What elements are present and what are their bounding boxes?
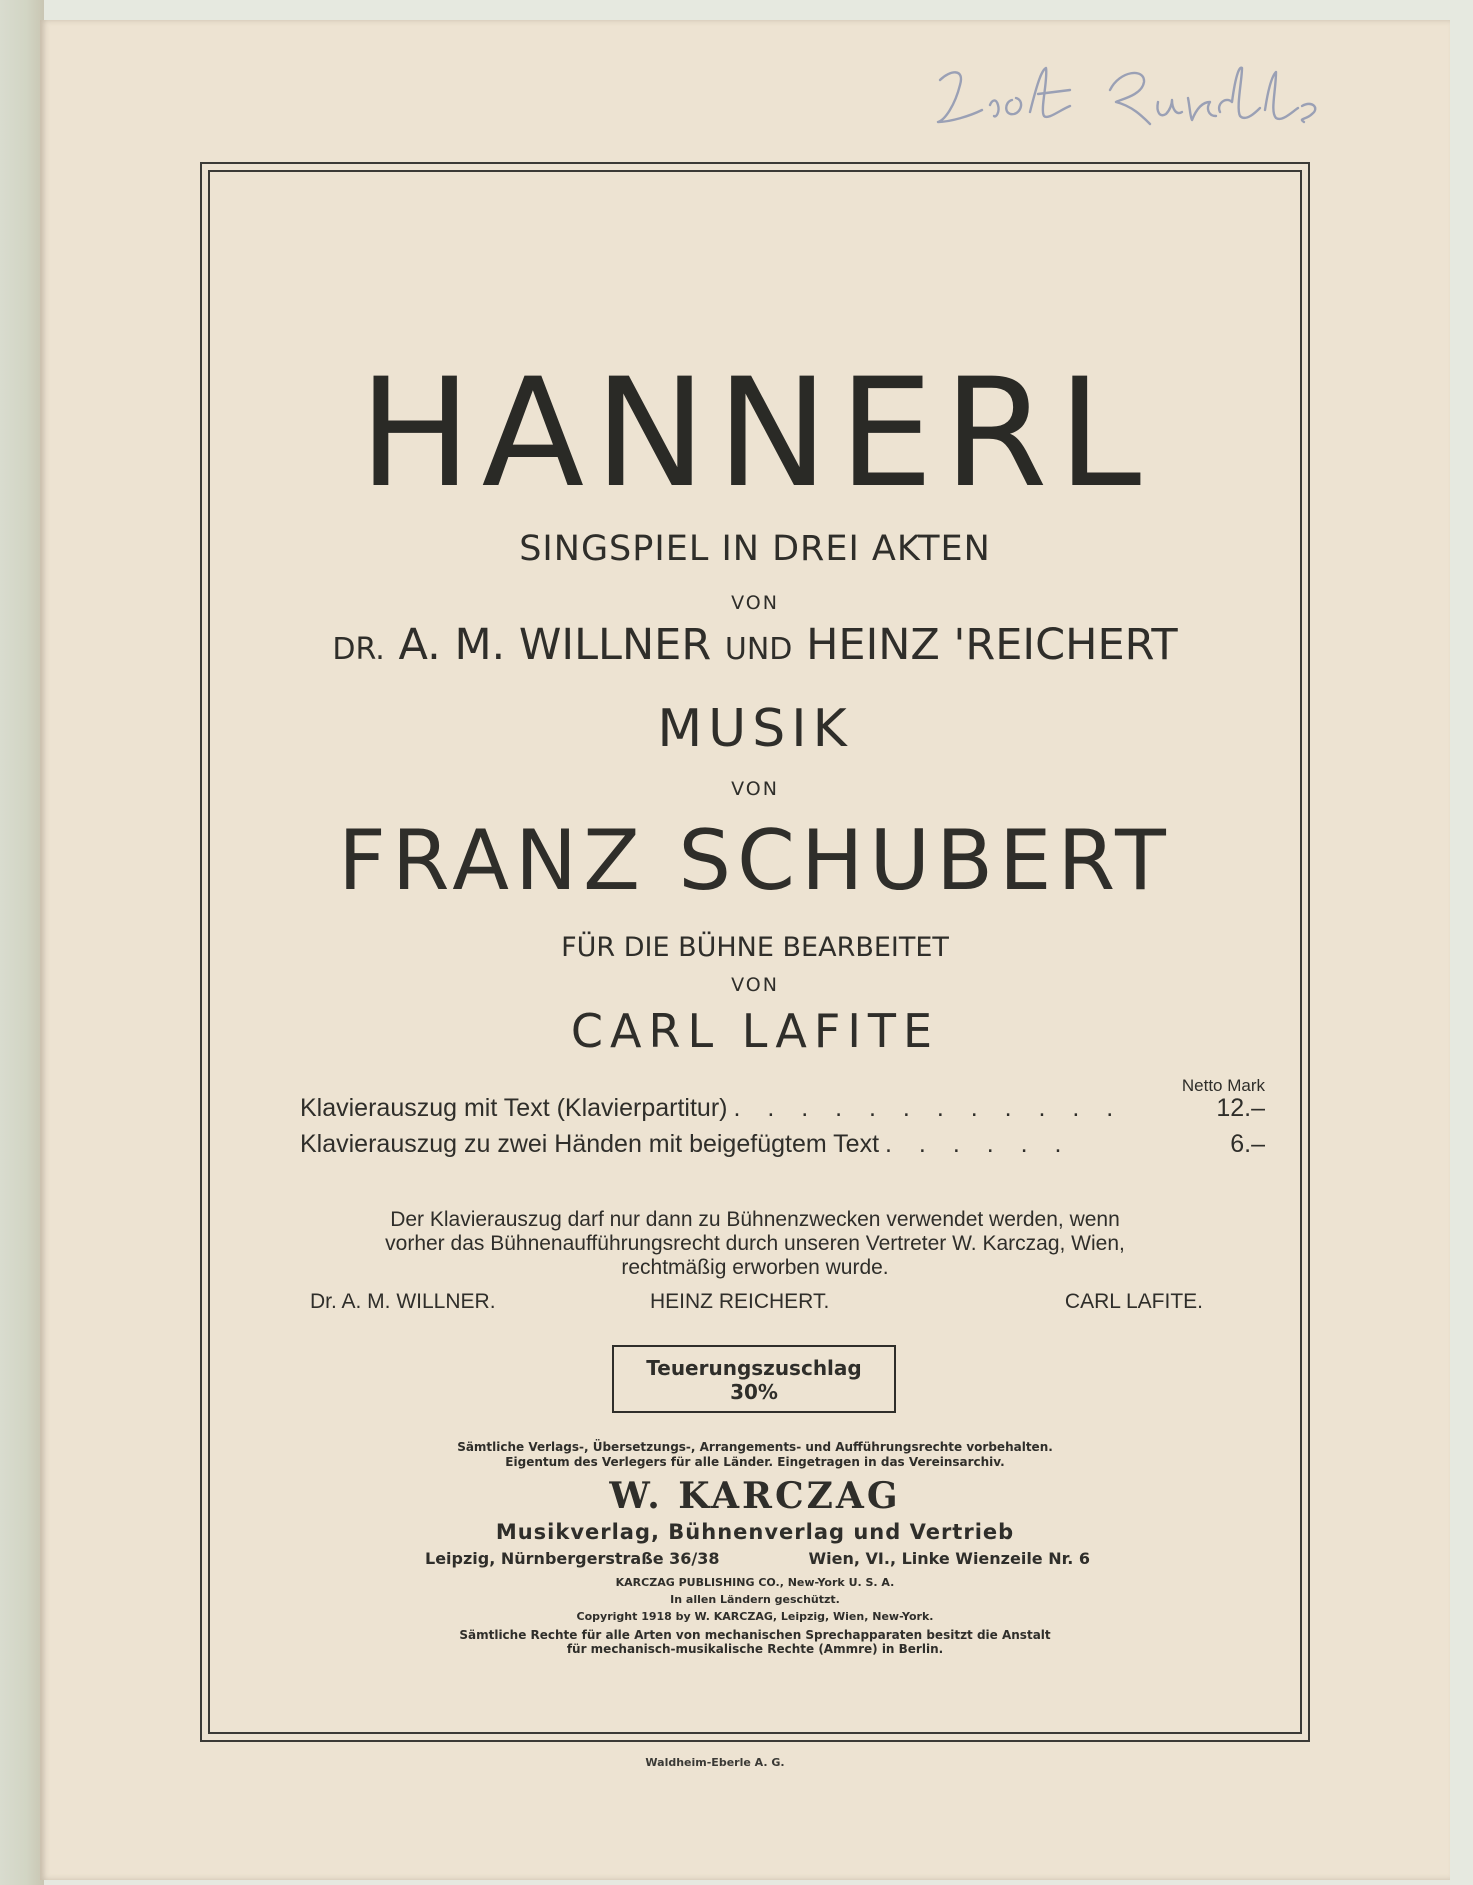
musik-label: MUSIK bbox=[657, 699, 853, 759]
stage-adaptation-label: FÜR DIE BÜHNE BEARBEITET bbox=[561, 932, 949, 963]
mechanical-line: Sämtliche Rechte für alle Arten von mechanischen Sprechapparaten besitzt die Anstalt bbox=[459, 1628, 1051, 1642]
mechanical-rights bbox=[370, 1628, 1140, 1656]
notice-line: vorher das Bühnenaufführungsrecht durch unseren Vertreter W. Karczag, Wien, bbox=[385, 1232, 1125, 1255]
publisher-description: Musikverlag, Bühnenverlag und Vertrieb bbox=[495, 1520, 1015, 1544]
mechanical-line: für mechanisch-musikalische Rechte (Ammre) in Berlin. bbox=[566, 1642, 944, 1656]
work-title: HANNERL bbox=[358, 347, 1152, 521]
printer-imprint: Waldheim-Eberle A. G. bbox=[645, 1756, 785, 1769]
title-block bbox=[210, 172, 1300, 1732]
rights-line: Sämtliche Verlags-, Übersetzungs-, Arrangements- und Aufführungsrechte vorbehalten. bbox=[457, 1440, 1053, 1454]
surcharge-stamp bbox=[612, 1345, 896, 1413]
notice-line: rechtmäßig erworben wurde. bbox=[621, 1256, 889, 1279]
price-header: Netto Mark bbox=[1181, 1076, 1265, 1095]
rights-reserved bbox=[370, 1440, 1140, 1470]
protected-note: In allen Ländern geschützt. bbox=[670, 1593, 840, 1606]
copyright-line: Copyright 1918 by W. KARCZAG, Leipzig, Wien, New-York. bbox=[576, 1610, 934, 1623]
arranger-name: CARL LAFITE bbox=[570, 1004, 940, 1058]
publisher-name: W. KARCZAG bbox=[609, 1475, 901, 1517]
von-label: VON bbox=[731, 592, 779, 614]
handwritten-signature bbox=[920, 50, 1330, 145]
work-subtitle: SINGSPIEL IN DREI AKTEN bbox=[519, 529, 991, 569]
price-value: 12.– bbox=[1216, 1094, 1265, 1122]
stage-rights-notice bbox=[310, 1208, 1200, 1280]
librettists bbox=[210, 620, 1300, 670]
notice-line: Der Klavierauszug darf nur dann zu Bühnenzwecken verwendet werden, wenn bbox=[390, 1208, 1120, 1231]
publishing-info bbox=[210, 1574, 1300, 1625]
price-row bbox=[300, 1094, 1265, 1123]
author-2: HEINZ 'REICHERT bbox=[806, 620, 1178, 670]
price-row bbox=[300, 1130, 1265, 1159]
title-page bbox=[40, 20, 1450, 1880]
address-leipzig: Leipzig, Nürnbergerstraße 36/38 bbox=[425, 1549, 720, 1568]
publishing-co: KARCZAG PUBLISHING CO., New-York U. S. A. bbox=[615, 1576, 895, 1589]
signer-2: HEINZ REICHERT. bbox=[650, 1290, 830, 1313]
facing-page-edge bbox=[0, 0, 44, 1885]
dr-label: DR. bbox=[332, 632, 385, 667]
price-value: 6.– bbox=[1230, 1130, 1265, 1158]
author-1: A. M. WILLNER bbox=[398, 620, 712, 670]
von-label: VON bbox=[731, 974, 779, 996]
von-label: VON bbox=[731, 778, 779, 800]
price-label: Klavierauszug zu zwei Händen mit beigefügtem Text bbox=[300, 1130, 880, 1158]
signer-1: Dr. A. M. WILLNER. bbox=[310, 1290, 496, 1313]
price-label: Klavierauszug mit Text (Klavierpartitur) bbox=[300, 1094, 728, 1122]
surcharge-label: Teuerungszuschlag bbox=[646, 1356, 862, 1380]
composer-name: FRANZ SCHUBERT bbox=[338, 812, 1172, 909]
signer-3: CARL LAFITE. bbox=[1064, 1290, 1203, 1313]
rights-line: Eigentum des Verlegers für alle Länder. Eingetragen in das Vereinsarchiv. bbox=[505, 1455, 1005, 1469]
price-leader: . . . . . . . . . . . . bbox=[733, 1094, 1124, 1122]
surcharge-value: 30% bbox=[730, 1380, 778, 1404]
address-wien: Wien, VI., Linke Wienzeile Nr. 6 bbox=[808, 1549, 1090, 1568]
price-leader: . . . . . . bbox=[885, 1130, 1072, 1158]
und-label: UND bbox=[724, 632, 793, 667]
